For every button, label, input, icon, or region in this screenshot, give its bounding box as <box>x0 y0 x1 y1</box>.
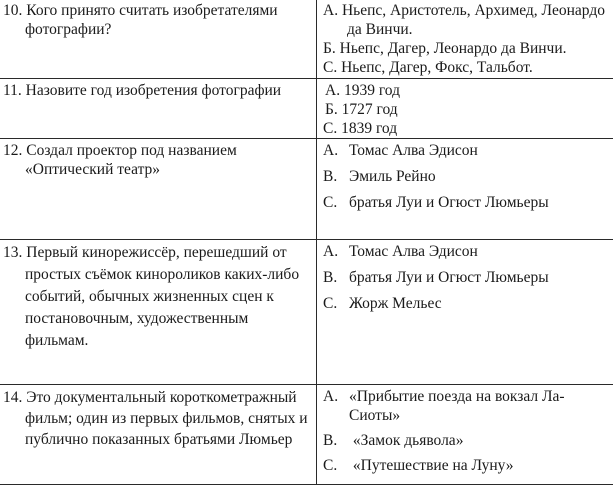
option-letter: A. <box>323 387 349 425</box>
question-row <box>0 385 613 485</box>
question-cell <box>0 139 317 240</box>
question-cell <box>0 385 317 485</box>
question-text: 12. Создал проектор под названием «Оптический театр» <box>3 141 310 179</box>
answer-option: С. 1839 год <box>323 119 613 138</box>
option-letter: B. <box>323 431 349 450</box>
question-text: 11. Назовите год изобретения фотографии <box>3 81 310 100</box>
option-letter: C. <box>323 294 349 313</box>
option-letter: A. <box>323 141 349 160</box>
option-letter: B. <box>323 167 349 186</box>
answer-option <box>323 294 613 313</box>
option-letter: B. <box>323 268 349 287</box>
answer-option <box>323 431 613 450</box>
answer-option <box>323 242 613 261</box>
option-text: Томас Алва Эдисон <box>349 242 478 261</box>
option-text: Жорж Мельес <box>349 294 442 313</box>
question-row <box>0 139 613 240</box>
option-letter: A. <box>323 242 349 261</box>
answer-option <box>323 141 613 160</box>
answer-cell <box>317 385 613 485</box>
question-text: 13. Первый кинорежиссёр, перешедший от простых съёмок кинороликов каких-либо событий, обычных жизненных сцен к постановочным, художественным фильмам. <box>3 242 310 352</box>
question-row <box>0 79 613 139</box>
question-text: 10. Кого принято считать изобретателями фотографии? <box>3 1 310 39</box>
option-text: Томас Алва Эдисон <box>349 141 478 160</box>
question-cell <box>0 0 317 79</box>
question-cell <box>0 79 317 139</box>
answer-cell <box>317 0 613 79</box>
answer-option <box>323 268 613 287</box>
question-cell <box>0 240 317 385</box>
option-text: Эмиль Рейно <box>349 167 436 186</box>
option-text: «Путешествие на Луну» <box>349 456 514 475</box>
question-row <box>0 240 613 385</box>
answer-cell <box>317 240 613 385</box>
option-letter: C. <box>323 456 349 475</box>
option-text: «Замок дьявола» <box>349 431 463 450</box>
answer-option: Б. Ньепс, Дагер, Леонардо да Винчи. <box>323 39 613 58</box>
option-text: «Прибытие поезда на вокзал Ла-Сиоты» <box>349 387 613 425</box>
option-text: братья Луи и Огюст Люмьеры <box>349 268 549 287</box>
answer-option: С. Ньепс, Дагер, Фокс, Тальбот. <box>323 58 613 77</box>
answer-cell <box>317 79 613 139</box>
option-letter: C. <box>323 193 349 212</box>
answer-option: А. 1939 год <box>323 81 613 100</box>
question-text: 14. Это документальный короткометражный фильм; один из первых фильмов, снятых и публично показанных братьями Люмьер <box>3 387 310 450</box>
option-text: братья Луи и Огюст Люмьеры <box>349 193 549 212</box>
answer-option <box>323 167 613 186</box>
question-row <box>0 0 613 79</box>
answer-option: А. Ньепс, Аристотель, Архимед, Леонардо да Винчи. <box>323 1 613 39</box>
answer-cell <box>317 139 613 240</box>
answer-option <box>323 387 613 425</box>
answer-option <box>323 456 613 475</box>
answer-option <box>323 193 613 212</box>
answer-option: Б. 1727 год <box>323 100 613 119</box>
